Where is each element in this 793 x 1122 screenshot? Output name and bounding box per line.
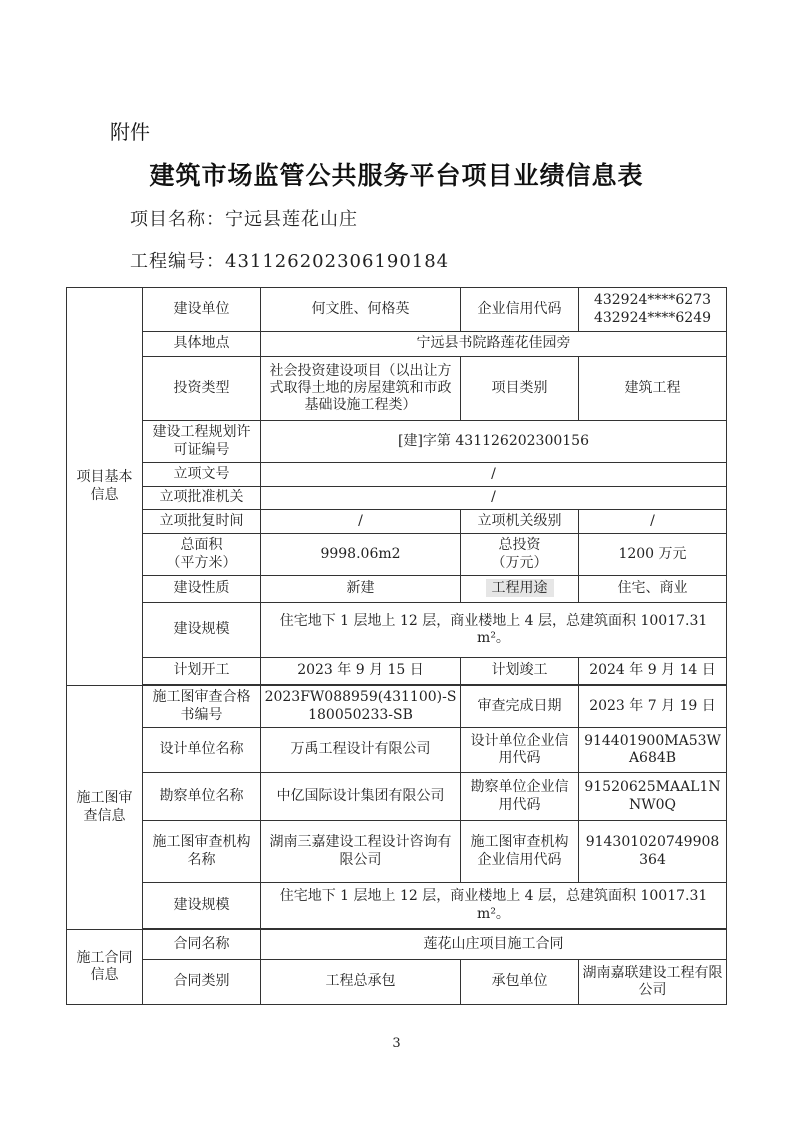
nature-value: 新建 [261,576,461,603]
review-org-credit-value: 914301020749908364 [579,821,727,883]
page-number: 3 [392,1036,401,1051]
area-label-line-1: 总面积 [180,537,223,554]
investment-label [461,534,579,576]
builder-label: 建设单位 [143,288,261,332]
planned-start-label: 计划开工 [143,658,261,685]
design-unit-value: 万禹工程设计有限公司 [261,728,461,773]
table-row [67,728,727,773]
design-credit-label: 设计单位企业信用代码 [461,728,579,773]
contractor-label: 承包单位 [461,960,579,1005]
approval-doc-label: 立项文号 [143,463,261,487]
table-row [67,510,727,534]
permit-value: [建]字第 431126202300156 [261,421,727,463]
table-row [67,658,727,685]
project-name-label: 项目名称： [130,209,225,230]
scale-label: 建设规模 [143,603,261,658]
credit-code-value [579,288,727,332]
invest-type-value: 社会投资建设项目（以出让方式取得土地的房屋建筑和市政基础设施工程类） [261,357,461,421]
contract-type-label: 合同类别 [143,960,261,1005]
table-row [67,288,727,332]
project-number-value: 431126202306190184 [225,251,450,272]
review-org-value: 湖南三嘉建设工程设计咨询有限公司 [261,821,461,883]
location-label: 具体地点 [143,332,261,357]
table-row [67,357,727,421]
review-scale-value: 住宅地下 1 层地上 12 层，商业楼地上 4 层，总建筑面积 10017.31 m²。 [261,883,727,929]
review-org-credit-label: 施工图审查机构企业信用代码 [461,821,579,883]
survey-unit-label: 勘察单位名称 [143,773,261,821]
usage-label [461,576,579,603]
design-unit-label: 设计单位名称 [143,728,261,773]
table-row [67,576,727,603]
table-row [67,463,727,487]
survey-credit-label: 勘察单位企业信用代码 [461,773,579,821]
investment-value: 1200 万元 [579,534,727,576]
permit-label: 建设工程规划许可证编号 [143,421,261,463]
contract-name-label: 合同名称 [143,930,261,960]
approval-org-label: 立项批准机关 [143,487,261,510]
nature-label: 建设性质 [143,576,261,603]
project-name-value: 宁远县莲花山庄 [225,209,358,230]
section-contract-info: 施工合同信息 [67,930,143,1005]
area-value: 9998.06m2 [261,534,461,576]
builder-value: 何文胜、何格英 [261,288,461,332]
approval-level-label: 立项机关级别 [461,510,579,534]
page-title: 建筑市场监管公共服务平台项目业绩信息表 [149,161,644,190]
project-name-line [130,205,358,231]
approval-level-value: / [579,510,727,534]
contract-name-value: 莲花山庄项目施工合同 [261,930,727,960]
review-org-label: 施工图审查机构名称 [143,821,261,883]
usage-value: 住宅、商业 [579,576,727,603]
table-row [67,487,727,510]
credit-code-1: 432924****6273 [593,292,712,309]
design-credit-value: 914401900MA53WA684B [579,728,727,773]
usage-label-text: 工程用途 [486,579,554,597]
category-value: 建筑工程 [579,357,727,421]
project-info-table [66,287,727,1005]
table-row [67,534,727,576]
credit-code-label: 企业信用代码 [461,288,579,332]
table-row [67,603,727,658]
section-basic-info: 项目基本信息 [67,288,143,686]
approval-time-label: 立项批复时间 [143,510,261,534]
review-date-value: 2023 年 7 月 19 日 [579,686,727,728]
table-row [67,332,727,357]
planned-finish-label: 计划竣工 [461,658,579,685]
investment-label-line-1: 总投资 [498,537,541,554]
table-row [67,421,727,463]
location-value: 宁远县书院路莲花佳园旁 [261,332,727,357]
investment-label-line-2: （万元） [491,554,548,571]
area-label-line-2: （平方米） [166,554,237,571]
area-label [143,534,261,576]
approval-org-value: / [261,487,727,510]
review-cert-value: 2023FW088959(431100)-S180050233-SB [261,686,461,728]
invest-type-label: 投资类型 [143,357,261,421]
table-row [67,686,727,728]
contractor-value: 湖南嘉联建设工程有限公司 [579,960,727,1005]
table-row [67,773,727,821]
section-review-info: 施工图审查信息 [67,686,143,930]
table-row [67,960,727,1005]
contract-type-value: 工程总承包 [261,960,461,1005]
project-number-line [130,247,449,273]
credit-code-2: 432924****6249 [593,309,712,326]
category-label: 项目类别 [461,357,579,421]
survey-credit-value: 91520625MAAL1NNW0Q [579,773,727,821]
table-row [67,930,727,960]
review-scale-label: 建设规模 [143,883,261,929]
survey-unit-value: 中亿国际设计集团有限公司 [261,773,461,821]
planned-start-value: 2023 年 9 月 15 日 [261,658,461,685]
approval-time-value: / [261,510,461,534]
project-number-label: 工程编号： [130,251,225,272]
approval-doc-value: / [261,463,727,487]
review-date-label: 审查完成日期 [461,686,579,728]
attachment-label: 附件 [110,120,150,144]
scale-value: 住宅地下 1 层地上 12 层，商业楼地上 4 层，总建筑面积 10017.31 m²。 [261,603,727,658]
table-row [67,821,727,883]
table-row [67,883,727,929]
review-cert-label: 施工图审查合格书编号 [143,686,261,728]
planned-finish-value: 2024 年 9 月 14 日 [579,658,727,685]
